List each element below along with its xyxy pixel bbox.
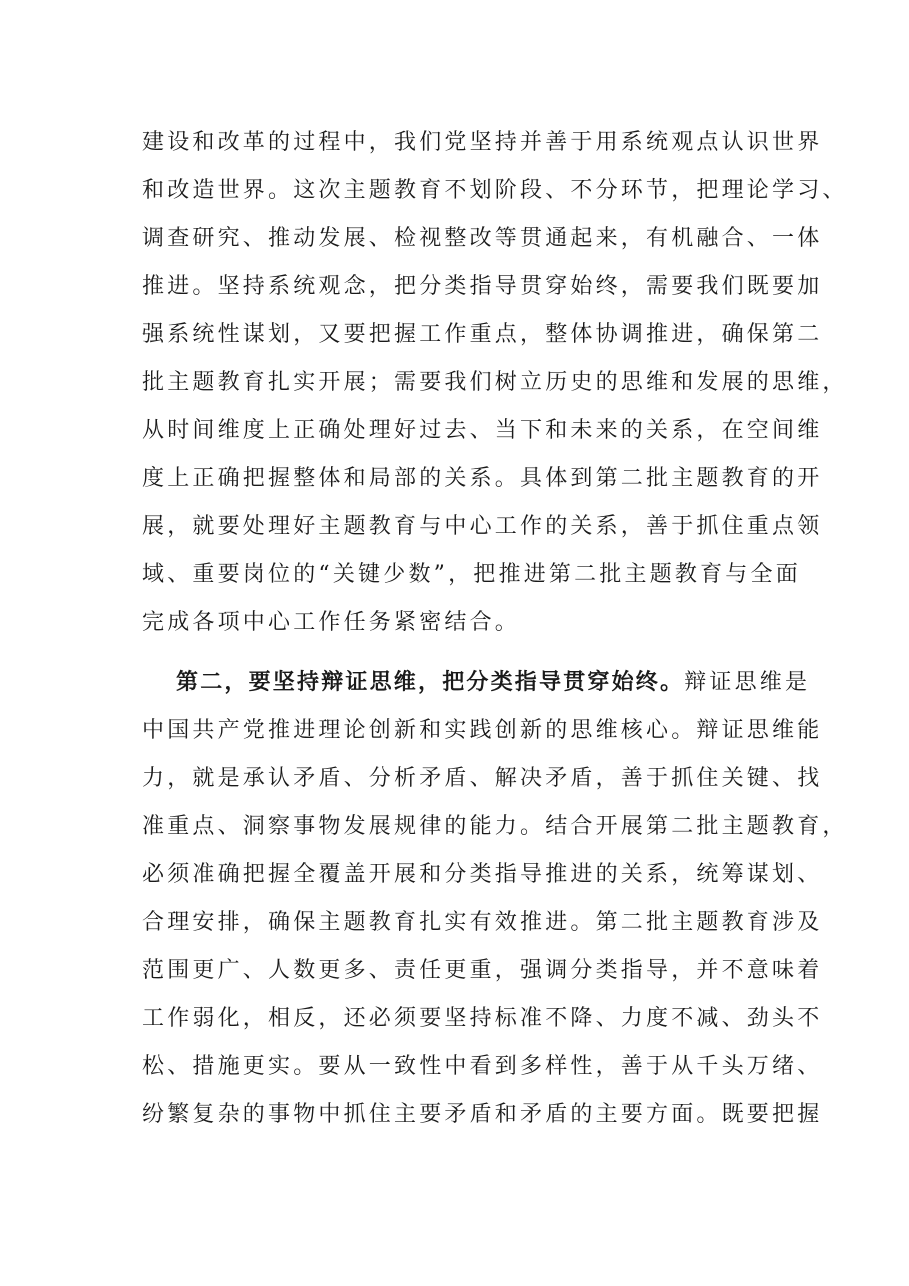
text-line: 准重点、洞察事物发展规律的能力。结合开展第二批主题教育，: [142, 814, 848, 839]
text-line: 强系统性谋划，又要把握工作重点，整体协调推进，确保第二: [142, 322, 823, 347]
text-line: 度上正确把握整体和局部的关系。具体到第二批主题教育的开: [142, 466, 823, 491]
text-line: 工作弱化，相反，还必须要坚持标准不降、力度不减、劲头不: [142, 1006, 823, 1031]
text-line: 松、措施更实。要从一致性中看到多样性，善于从千头万绪、: [142, 1054, 823, 1079]
text-line: 中国共产党推进理论创新和实践创新的思维核心。辩证思维能: [142, 718, 823, 743]
text-line: 批主题教育扎实开展；需要我们树立历史的思维和发展的思维，: [142, 370, 848, 395]
text-line: 从时间维度上正确处理好过去、当下和未来的关系，在空间维: [142, 418, 823, 443]
paragraph-heading: 第二，要坚持辩证思维，把分类指导贯穿始终。: [176, 670, 685, 695]
text-line: 建设和改革的过程中，我们党坚持并善于用系统观点认识世界: [142, 130, 823, 155]
text-line: 推进。坚持系统观念，把分类指导贯穿始终，需要我们既要加: [142, 274, 823, 299]
text-line: 范围更广、人数更多、责任更重，强调分类指导，并不意味着: [142, 958, 823, 983]
text-line: 必须准确把握全覆盖开展和分类指导推进的关系，统筹谋划、: [142, 862, 823, 887]
text-line: 纷繁复杂的事物中抓住主要矛盾和矛盾的主要方面。既要把握: [142, 1102, 823, 1127]
text-line: 和改造世界。这次主题教育不划阶段、不分环节，把理论学习、: [142, 178, 848, 203]
text-span: 辩证思维是: [684, 670, 811, 695]
text-line: 展，就要处理好主题教育与中心工作的关系，善于抓住重点领: [142, 514, 823, 539]
text-line: 调查研究、推动发展、检视整改等贯通起来，有机融合、一体: [142, 226, 823, 251]
text-line: 力，就是承认矛盾、分析矛盾、解决矛盾，善于抓住关键、找: [142, 766, 823, 791]
text-line: 完成各项中心工作任务紧密结合。: [142, 610, 521, 635]
text-line: 域、重要岗位的“关键少数”，把推进第二批主题教育与全面: [142, 562, 801, 587]
text-line: 合理安排，确保主题教育扎实有效推进。第二批主题教育涉及: [142, 910, 823, 935]
paragraph-first-line: [176, 668, 811, 698]
